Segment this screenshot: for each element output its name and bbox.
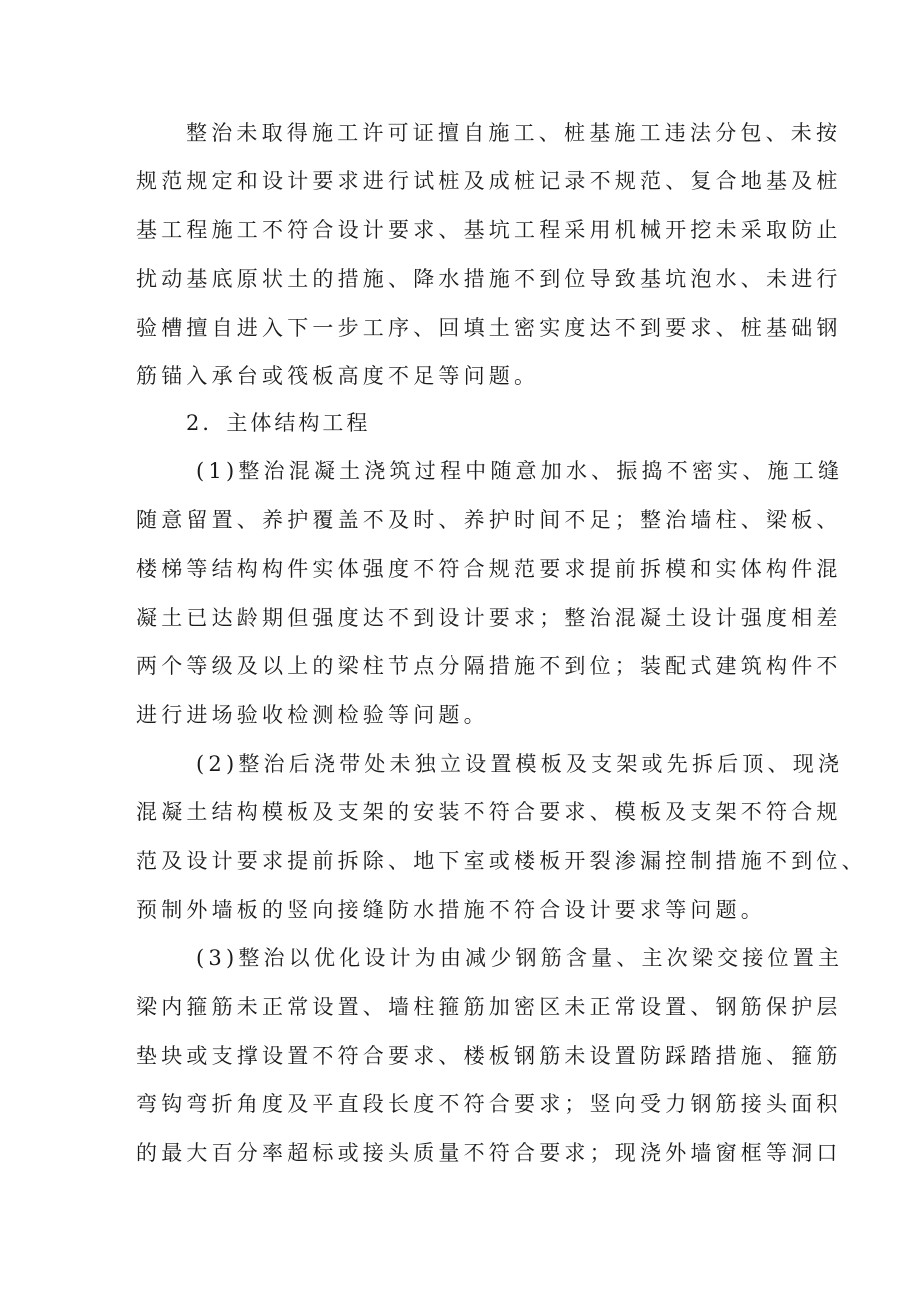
section-heading: 2．主体结构工程 — [186, 411, 371, 435]
paragraph-line: 梁内箍筋未正常设置、墙柱箍筋加密区未正常设置、钢筋保护层 — [136, 995, 842, 1019]
paragraph-line: 垫块或支撑设置不符合要求、楼板钢筋未设置防踩踏措施、箍筋 — [136, 1044, 842, 1068]
paragraph-line: 筋锚入承台或筏板高度不足等问题。 — [136, 364, 540, 388]
paragraph-line: 楼梯等结构构件实体强度不符合规范要求提前拆模和实体构件混 — [136, 557, 842, 581]
paragraph-line: 扰动基底原状土的措施、降水措施不到位导致基坑泡水、未进行 — [136, 267, 842, 291]
paragraph-line: 范及设计要求提前拆除、地下室或楼板开裂渗漏控制措施不到位、 — [136, 849, 867, 873]
paragraph-line: 规范规定和设计要求进行试桩及成桩记录不规范、复合地基及桩 — [136, 169, 842, 193]
paragraph-line: (2)整治后浇带处未独立设置模板及支架或先拆后顶、现浇 — [196, 752, 844, 776]
paragraph-line: 凝土已达龄期但强度达不到设计要求；整治混凝土设计强度相差 — [136, 606, 842, 630]
paragraph-line: 整治未取得施工许可证擅自施工、桩基施工违法分包、未按 — [186, 121, 842, 145]
paragraph-line: 混凝土结构模板及支架的安装不符合要求、模板及支架不符合规 — [136, 800, 842, 824]
paragraph-line: 基工程施工不符合设计要求、基坑工程采用机械开挖未采取防止 — [136, 218, 842, 242]
paragraph-line: (1)整治混凝土浇筑过程中随意加水、振捣不密实、施工缝 — [196, 459, 844, 483]
paragraph-line: 随意留置、养护覆盖不及时、养护时间不足；整治墙柱、梁板、 — [136, 508, 842, 532]
paragraph-line: 进行进场验收检测检验等问题。 — [136, 703, 489, 727]
paragraph-line: 验槽擅自进入下一步工序、回填土密实度达不到要求、桩基础钢 — [136, 316, 842, 340]
paragraph-line: (3)整治以优化设计为由减少钢筋含量、主次梁交接位置主 — [196, 946, 844, 970]
paragraph-line: 的最大百分率超标或接头质量不符合要求；现浇外墙窗框等洞口 — [136, 1141, 842, 1165]
paragraph-line: 预制外墙板的竖向接缝防水措施不符合设计要求等问题。 — [136, 898, 766, 922]
paragraph-line: 弯钩弯折角度及平直段长度不符合要求；竖向受力钢筋接头面积 — [136, 1092, 842, 1116]
paragraph-line: 两个等级及以上的梁柱节点分隔措施不到位；装配式建筑构件不 — [136, 654, 842, 678]
